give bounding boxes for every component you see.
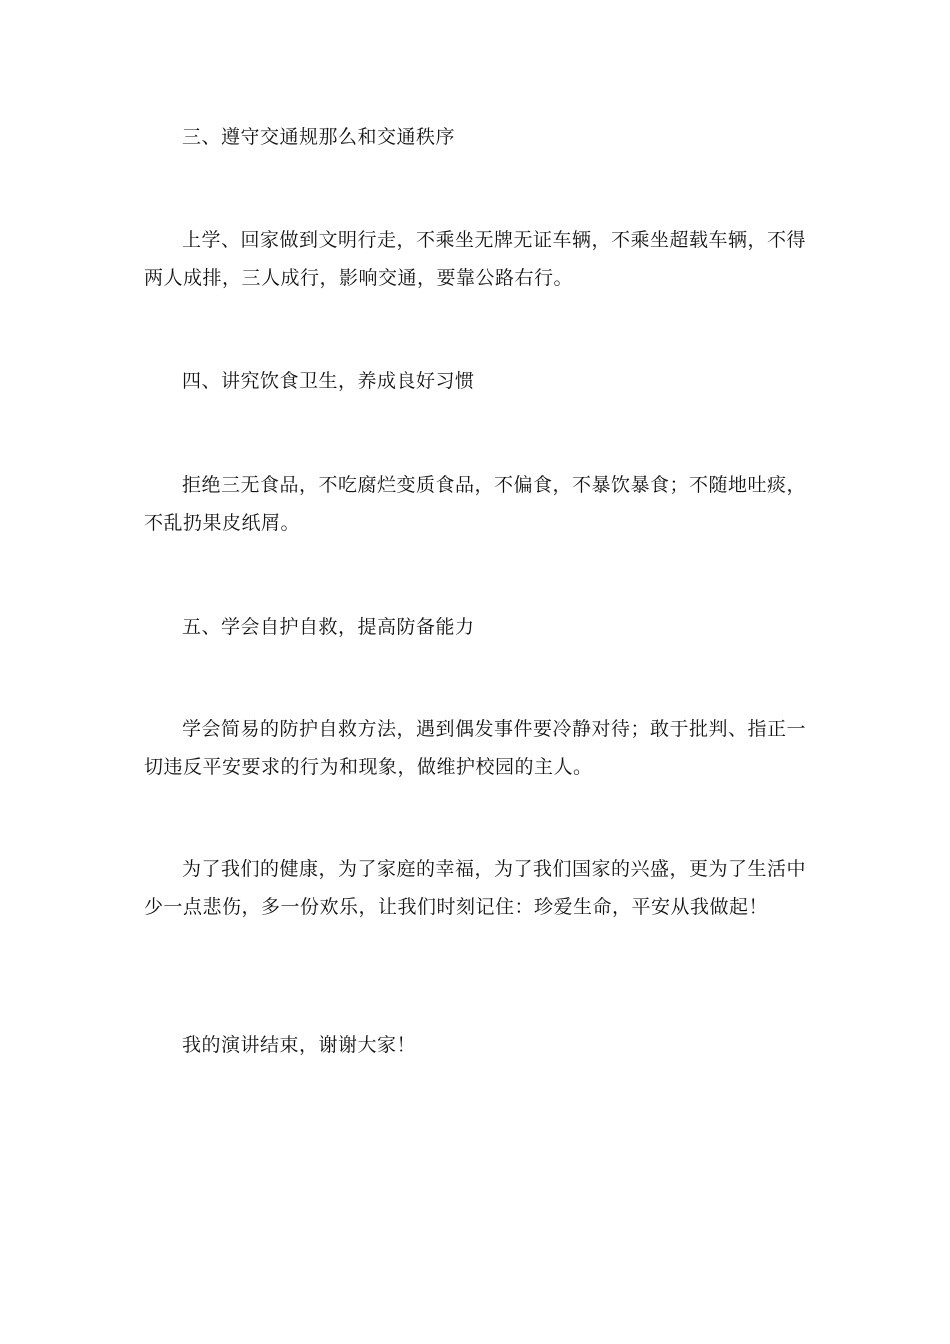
section-heading-food-hygiene: 四、讲究饮食卫生，养成良好习惯	[182, 370, 475, 392]
paragraph-food-hygiene: 拒绝三无食品，不吃腐烂变质食品，不偏食，不暴饮暴食；不随地吐痰，不乱扔果皮纸屑。	[144, 474, 807, 534]
section-heading-self-protection: 五、学会自护自救，提高防备能力	[182, 616, 475, 638]
section-heading-traffic: 三、遵守交通规那么和交通秩序	[182, 126, 456, 148]
paragraph-self-protection: 学会简易的防护自救方法，遇到偶发事件要冷静对待；敢于批判、指正一切违反平安要求的行为和现象，做维护校园的主人。	[144, 718, 807, 778]
paragraph-traffic: 上学、回家做到文明行走，不乘坐无牌无证车辆，不乘坐超载车辆，不得两人成排，三人成行，影响交通，要靠公路右行。	[144, 229, 807, 289]
closing-line: 我的演讲结束，谢谢大家！	[182, 1034, 417, 1056]
paragraph-conclusion: 为了我们的健康，为了家庭的幸福，为了我们国家的兴盛，更为了生活中少一点悲伤，多一份欢乐，让我们时刻记住：珍爱生命，平安从我做起！	[144, 858, 807, 918]
